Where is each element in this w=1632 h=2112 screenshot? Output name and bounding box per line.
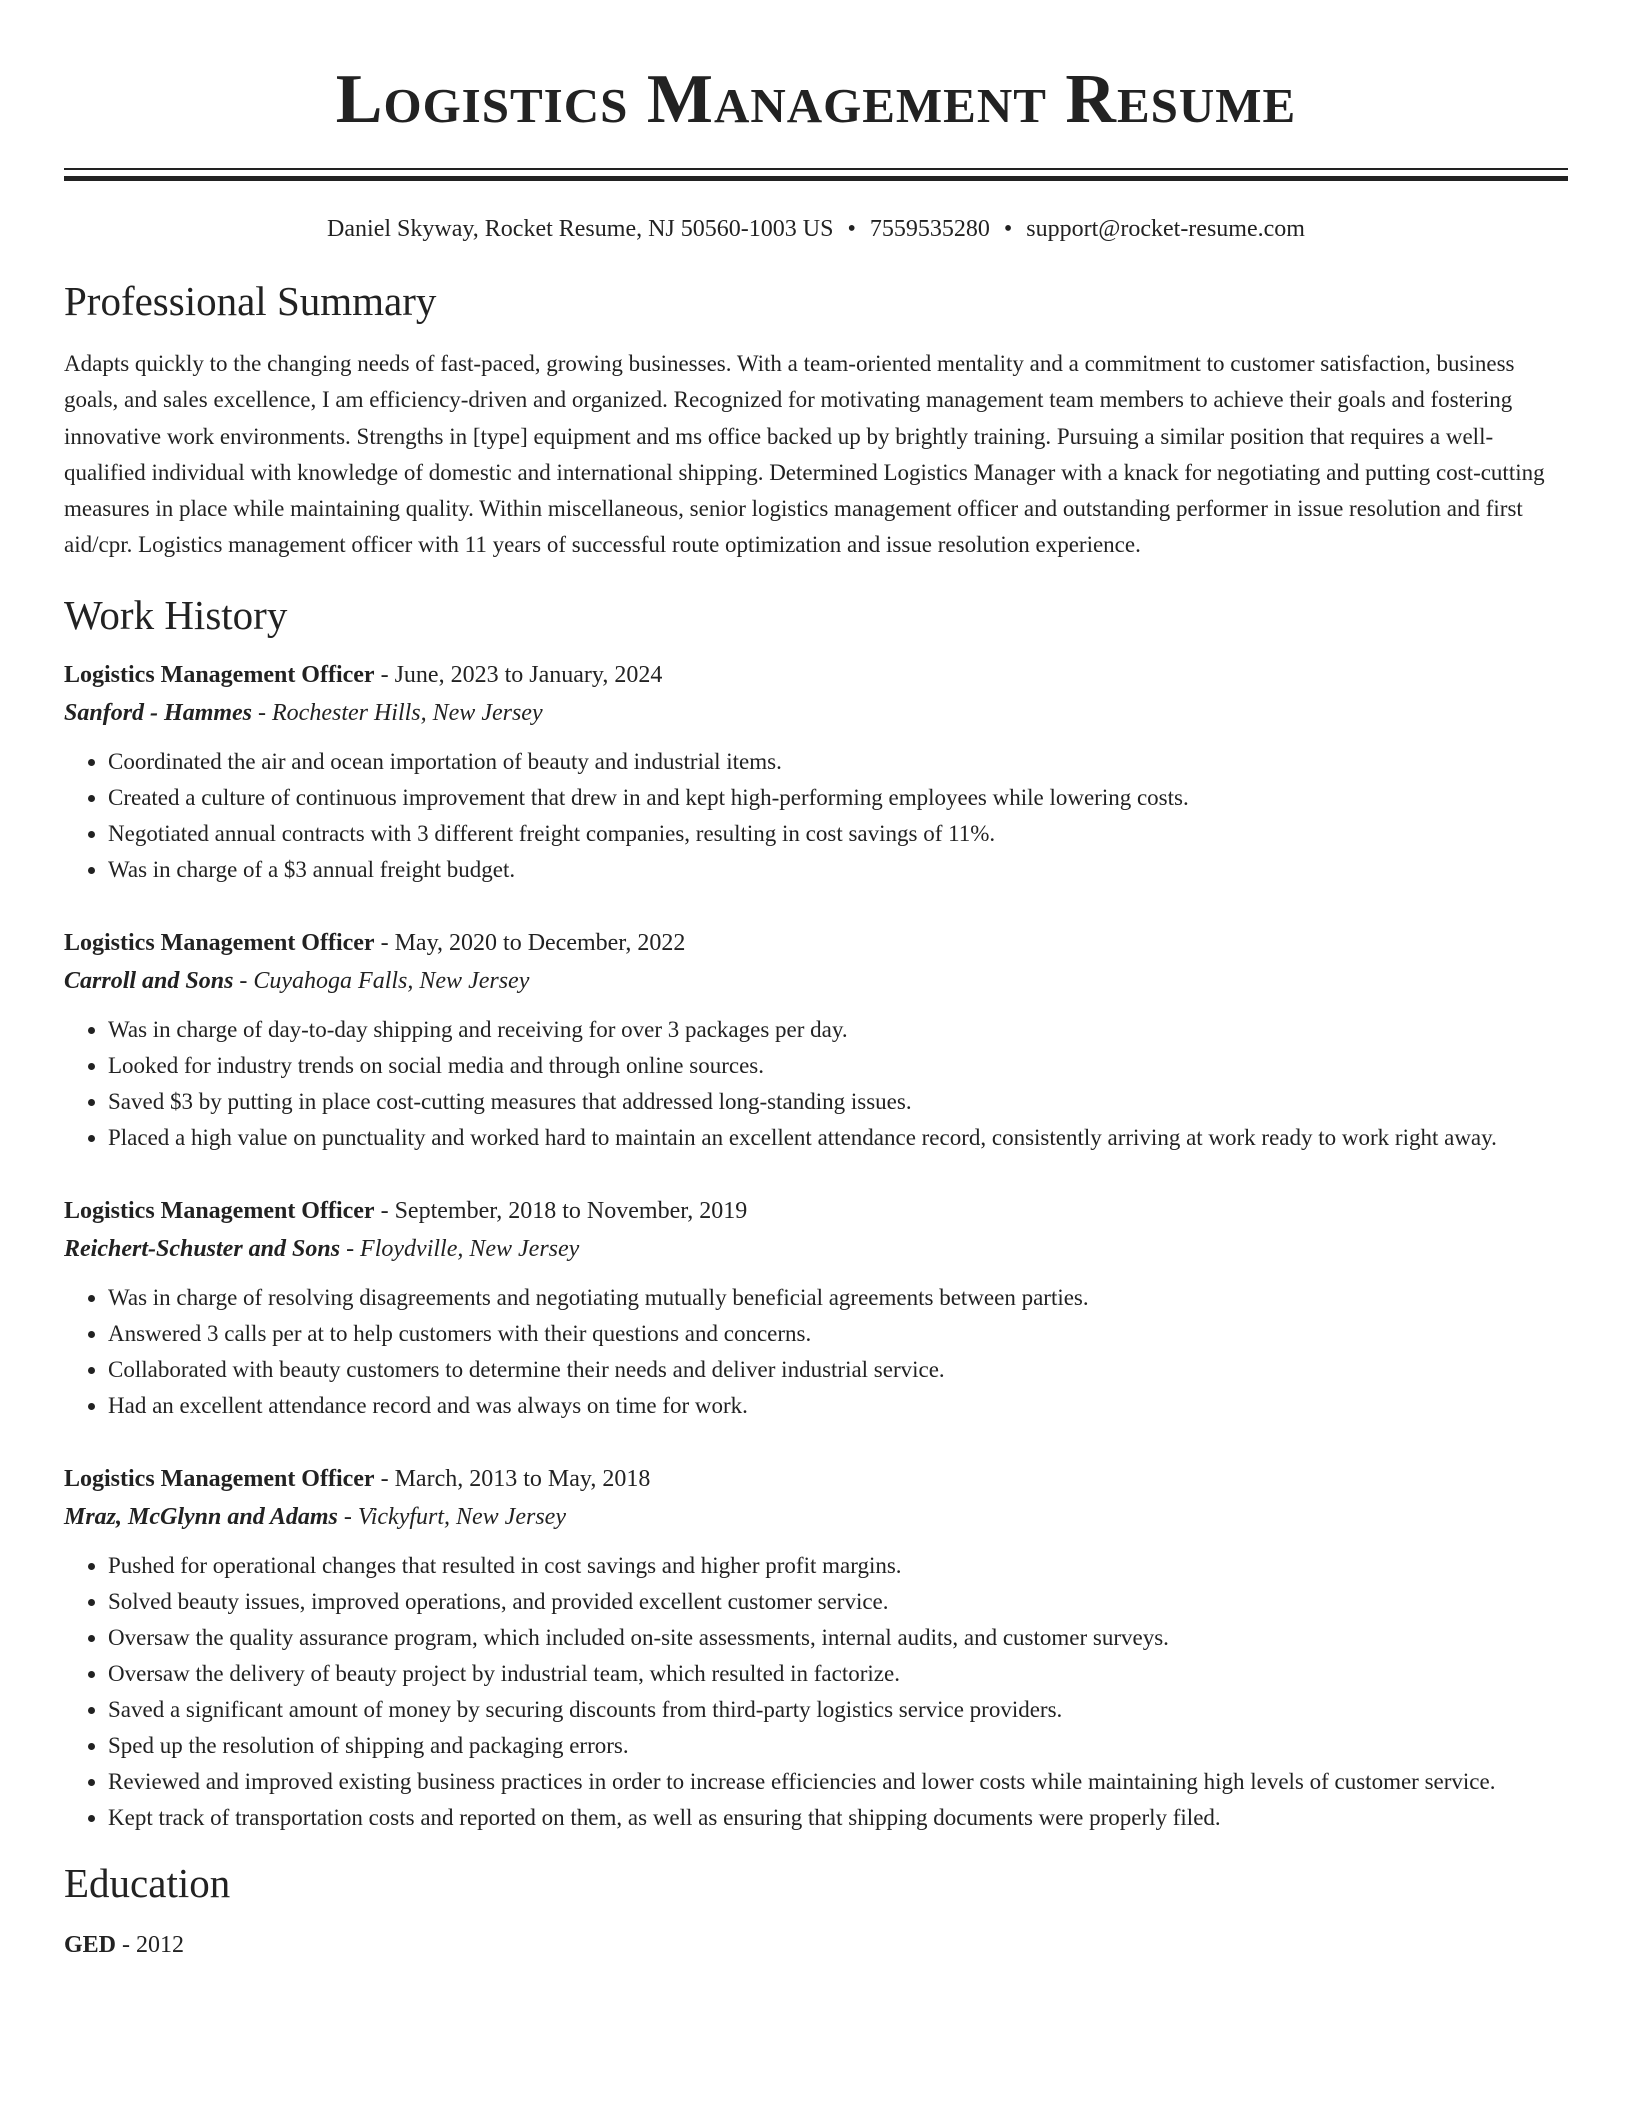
- job-bullet: • Was in charge of day-to-day shipping and receiving for over 3 packages per day.: [108, 1012, 1568, 1048]
- contact-email: support@rocket-resume.com: [1026, 216, 1305, 242]
- job-bullet: • Kept track of transportation costs and reported on them, as well as ensuring that shipping documents were properly filed.: [108, 1800, 1568, 1836]
- contact-line: [64, 214, 1568, 244]
- job-company-line: [64, 962, 1568, 1000]
- job-bullets: [64, 1548, 1568, 1836]
- job-entry: [64, 1192, 1568, 1424]
- job-location: - Vickyfurt, New Jersey: [337, 1503, 566, 1530]
- job-entry: [64, 656, 1568, 888]
- contact-address: Daniel Skyway, Rocket Resume, NJ 50560-1003 US: [327, 216, 834, 242]
- job-title-line: [64, 1192, 1568, 1230]
- job-bullet: • Saved $3 by putting in place cost-cutting measures that addressed long-standing issues.: [108, 1084, 1568, 1120]
- job-company: Mraz, McGlynn and Adams: [64, 1503, 338, 1530]
- job-dates: - May, 2020 to December, 2022: [374, 929, 686, 956]
- job-company-line: [64, 1498, 1568, 1536]
- job-company-line: [64, 1230, 1568, 1268]
- job-bullet: • Created a culture of continuous improvement that drew in and kept high-performing employees while lowering costs.: [108, 780, 1568, 816]
- job-bullet: • Looked for industry trends on social media and through online sources.: [108, 1048, 1568, 1084]
- education-heading: Education: [64, 1859, 231, 1906]
- job-bullet: • Sped up the resolution of shipping and packaging errors.: [108, 1728, 1568, 1764]
- job-role: Logistics Management Officer: [64, 1197, 375, 1224]
- job-bullet: • Was in charge of resolving disagreements and negotiating mutually beneficial agreements between parties.: [108, 1280, 1568, 1316]
- job-location: - Cuyahoga Falls, New Jersey: [233, 967, 530, 994]
- job-bullet: • Reviewed and improved existing business practices in order to increase efficiencies and lower costs while maintaining high levels of customer service.: [108, 1764, 1568, 1800]
- job-company: Carroll and Sons: [64, 967, 234, 994]
- job-bullet: • Pushed for operational changes that resulted in cost savings and higher profit margins.: [108, 1548, 1568, 1584]
- job-title-line: [64, 656, 1568, 694]
- job-role: Logistics Management Officer: [64, 661, 375, 688]
- job-role: Logistics Management Officer: [64, 929, 375, 956]
- contact-phone: 7559535280: [869, 216, 990, 242]
- summary-heading: Professional Summary: [64, 278, 437, 324]
- job-location: - Floydville, New Jersey: [340, 1235, 580, 1262]
- title-divider-thin: [64, 168, 1568, 170]
- title-divider-thick: [64, 176, 1568, 181]
- job-dates: - September, 2018 to November, 2019: [374, 1197, 748, 1224]
- job-dates: - March, 2013 to May, 2018: [374, 1465, 651, 1492]
- education-degree: GED: [64, 1931, 117, 1958]
- job-dates: - June, 2023 to January, 2024: [374, 661, 663, 688]
- job-bullets: [64, 1012, 1568, 1156]
- education-entry: [64, 1926, 1568, 1964]
- job-bullet: • Coordinated the air and ocean importation of beauty and industrial items.: [108, 744, 1568, 780]
- job-bullet: • Solved beauty issues, improved operations, and provided excellent customer service.: [108, 1584, 1568, 1620]
- job-company-line: [64, 694, 1568, 732]
- job-entry: [64, 1460, 1568, 1836]
- job-title-line: [64, 924, 1568, 962]
- job-company: Reichert-Schuster and Sons: [64, 1235, 341, 1262]
- resume-page: [64, 0, 1568, 1964]
- job-title-line: [64, 1460, 1568, 1498]
- education-year: - 2012: [116, 1931, 185, 1958]
- job-bullet: • Saved a significant amount of money by securing discounts from third-party logistics service providers.: [108, 1692, 1568, 1728]
- job-bullets: [64, 1280, 1568, 1424]
- job-bullets: [64, 744, 1568, 888]
- contact-separator: •: [1003, 216, 1013, 242]
- work-history-heading: Work History: [64, 591, 288, 638]
- job-location: - Rochester Hills, New Jersey: [252, 699, 543, 726]
- job-bullet: • Negotiated annual contracts with 3 different freight companies, resulting in cost savings of 11%.: [108, 816, 1568, 852]
- job-bullet: • Oversaw the quality assurance program, which included on-site assessments, internal audits, and customer surveys.: [108, 1620, 1568, 1656]
- job-bullet: • Oversaw the delivery of beauty project by industrial team, which resulted in factorize.: [108, 1656, 1568, 1692]
- summary-text: Adapts quickly to the changing needs of fast-paced, growing businesses. With a team-oriented mentality and a commitment to customer satisfaction, business goals, and sales excellence, I am efficiency-driven and organized. Recognized for motivating management team members to achieve their goals and fostering innovative work environments. Strengths in [type] equipment and ms office backed up by brightly training. Pursuing a similar position that requires a well-qualified individual with knowledge of domestic and international shipping. Determined Logistics Manager with a knack for negotiating and putting cost-cutting measures in place while maintaining quality. Within miscellaneous, senior logistics management officer and outstanding performer in issue resolution and first aid/cpr. Logistics management officer with 11 years of successful route optimization and issue resolution experience.: [64, 351, 1545, 558]
- job-bullet: • Was in charge of a $3 annual freight budget.: [108, 852, 1568, 888]
- job-bullet: • Collaborated with beauty customers to determine their needs and deliver industrial service.: [108, 1352, 1568, 1388]
- resume-title: Logistics Management Resume: [335, 61, 1297, 138]
- job-entry: [64, 924, 1568, 1156]
- job-bullet: • Had an excellent attendance record and was always on time for work.: [108, 1388, 1568, 1424]
- job-company: Sanford - Hammes: [64, 699, 253, 726]
- job-bullet: • Placed a high value on punctuality and worked hard to maintain an excellent attendance record, consistently arriving at work ready to work right away.: [108, 1120, 1568, 1156]
- contact-separator: •: [847, 216, 856, 242]
- job-role: Logistics Management Officer: [64, 1465, 375, 1492]
- job-bullet: • Answered 3 calls per at to help customers with their questions and concerns.: [108, 1316, 1568, 1352]
